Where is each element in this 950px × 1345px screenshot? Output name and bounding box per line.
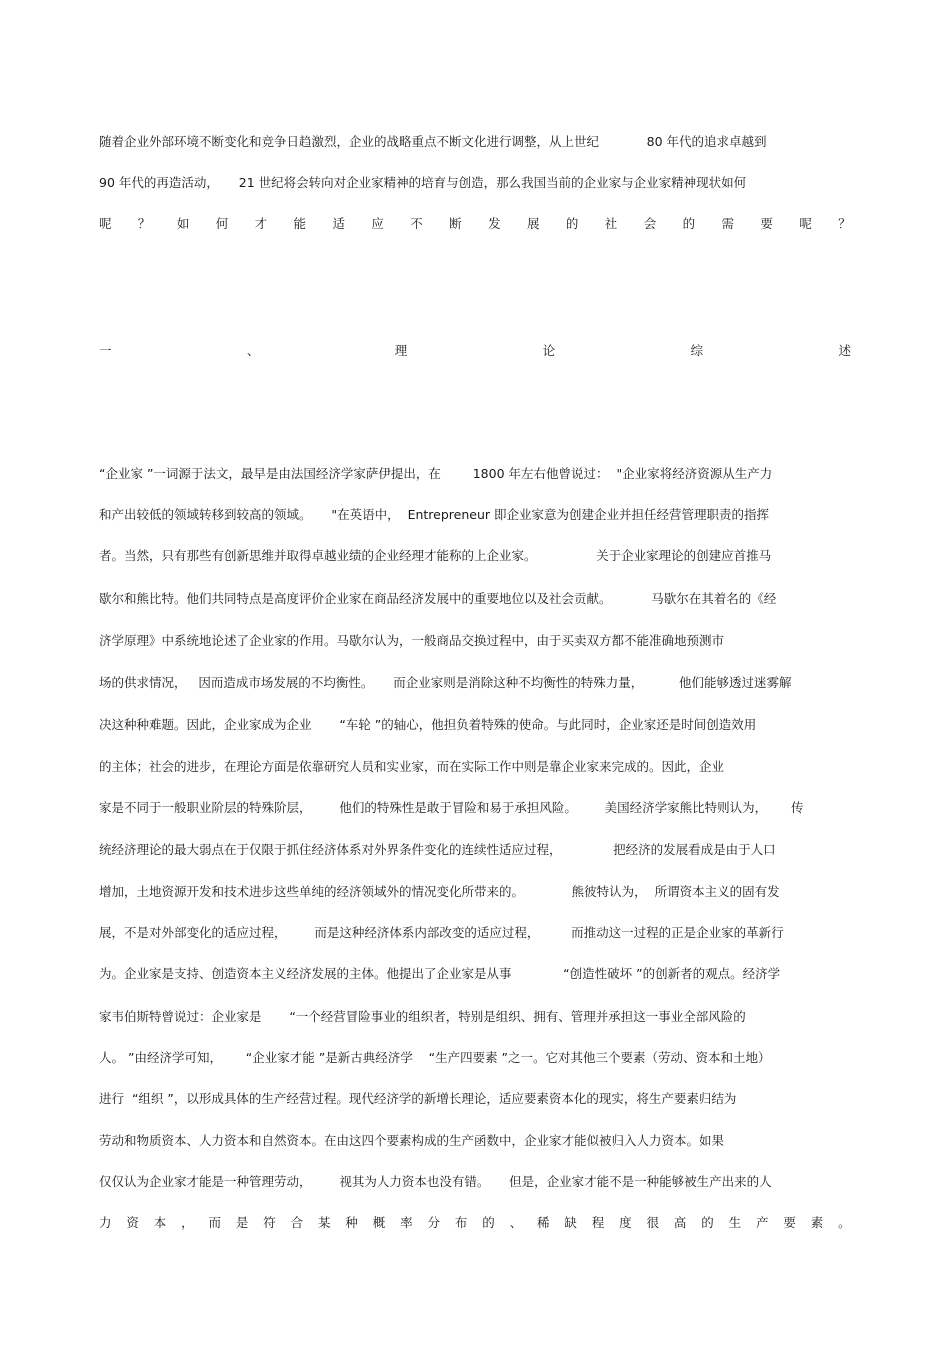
glyph: 要 xyxy=(783,1215,796,1230)
glyph: 产 xyxy=(756,1215,769,1230)
glyph: 适 xyxy=(332,216,345,231)
section-line: 统经济理论的最大弱点在于仅限于抓住经济体系对外界条件变化的连续性适应过程， 把经济的发展看成是由于人口 xyxy=(99,842,776,857)
glyph: 如 xyxy=(176,216,190,231)
glyph: 布 xyxy=(454,1215,468,1230)
glyph: 稀 xyxy=(537,1215,550,1230)
glyph: 的 xyxy=(482,1215,495,1230)
glyph: 合 xyxy=(290,1215,304,1230)
glyph: 素 xyxy=(810,1215,824,1230)
glyph: 会 xyxy=(643,216,657,231)
glyph: 概 xyxy=(372,1215,386,1230)
glyph: 很 xyxy=(646,1215,660,1230)
glyph: 才 xyxy=(254,216,268,231)
glyph: 生 xyxy=(728,1215,742,1230)
glyph: 展 xyxy=(526,216,540,231)
section-line: 仅仅认为企业家才能是一种管理劳动， 视其为人力资本也没有错。 但是，企业家才能不是一种能够被生产出来的人 xyxy=(99,1174,772,1189)
glyph: 力 xyxy=(99,1215,112,1230)
intro-line-1: 随着企业外部环境不断变化和竞争日趋激烈，企业的战略重点不断文化进行调整，从上世纪 80 年代的追求卓越到 xyxy=(99,134,767,149)
section-line: 场的供求情况， 因而造成市场发展的不均衡性。 而企业家则是消除这种不均衡性的特殊力量， 他们能够透过迷雾解 xyxy=(99,675,792,690)
glyph: 、 xyxy=(509,1215,523,1230)
glyph: ， xyxy=(181,1215,194,1230)
glyph: 能 xyxy=(293,216,307,231)
glyph: 不 xyxy=(410,216,423,231)
section-line: 歇尔和熊比特。他们共同特点是高度评价企业家在商品经济发展中的重要地位以及社会贡献。 马歇尔在其着名的《经 xyxy=(99,591,777,606)
glyph: 而 xyxy=(208,1215,222,1230)
section-heading xyxy=(99,343,851,359)
glyph: 社 xyxy=(604,216,618,231)
section-line: 展，不是对外部变化的适应过程， 而是这种经济体系内部改变的适应过程， 而推动这一过程的正是企业家的革新行 xyxy=(99,925,784,940)
glyph: 本 xyxy=(153,1215,167,1230)
glyph: 发 xyxy=(488,216,501,231)
glyph: 是 xyxy=(235,1215,249,1230)
section-line: 增加，土地资源开发和技术进步这些单纯的经济领域外的情况变化所带来的。 熊彼特认为， 所谓资本主义的固有发 xyxy=(99,884,780,899)
section-line-last xyxy=(99,1215,851,1231)
glyph: 需 xyxy=(721,216,735,231)
glyph: 论 xyxy=(542,343,556,358)
glyph: 某 xyxy=(318,1215,331,1230)
glyph: 高 xyxy=(673,1215,687,1230)
glyph: 一 xyxy=(99,343,112,358)
glyph: 资 xyxy=(126,1215,139,1230)
section-line: 家韦伯斯特曾说过：企业家是 “一个经营冒险事业的组织者，特别是组织、拥有、管理并承担这一事业全部风险的 xyxy=(99,1009,746,1024)
glyph: 度 xyxy=(619,1215,632,1230)
section-line: 和产出较低的领域转移到较高的领域。 "在英语中， Entrepreneur 即企业家意为创建企业并担任经营管理职责的指挥 xyxy=(99,507,769,522)
section-line: 家是不同于一般职业阶层的特殊阶层， 他们的特殊性是敢于冒险和易于承担风险。 美国经济学家熊比特则认为， 传 xyxy=(99,800,804,815)
glyph: 呢 xyxy=(799,216,812,231)
glyph: ？ xyxy=(137,216,151,231)
glyph: 呢 xyxy=(99,216,112,231)
glyph: 述 xyxy=(838,343,851,358)
section-line: 的主体；社会的进步，在理论方面是依靠研究人员和实业家，而在实际工作中则是靠企业家来完成的。因此，企业 xyxy=(99,759,725,774)
glyph: 何 xyxy=(215,216,229,231)
glyph: 断 xyxy=(449,216,462,231)
glyph: 符 xyxy=(263,1215,276,1230)
section-line: 者。当然，只有那些有创新思维并取得卓越业绩的企业经理才能称的上企业家。 关于企业家理论的创建应首推马 xyxy=(99,548,772,563)
glyph: 程 xyxy=(591,1215,605,1230)
glyph: 分 xyxy=(427,1215,441,1230)
glyph: 理 xyxy=(394,343,408,358)
glyph: 、 xyxy=(246,343,260,358)
glyph: 种 xyxy=(345,1215,358,1230)
glyph: 率 xyxy=(400,1215,413,1230)
section-line: 人。 ”由经济学可知， “企业家才能 ”是新古典经济学 “生产四要素 ”之一。它对其他三个要素（劳动、资本和土地） xyxy=(99,1050,771,1065)
glyph: 的 xyxy=(565,216,579,231)
glyph: 的 xyxy=(701,1215,714,1230)
section-line: “企业家 ”一词源于法文，最早是由法国经济学家萨伊提出，在 1800 年左右他曾说过： "企业家将经济资源从生产力 xyxy=(99,466,773,481)
section-line: 进行 “组织 ”，以形成具体的生产经营过程。现代经济学的新增长理论，适应要素资本化的现实，将生产要素归结为 xyxy=(99,1091,737,1106)
section-line: 劳动和物质资本、人力资本和自然资本。在由这四个要素构成的生产函数中，企业家才能似被归入人力资本。如果 xyxy=(99,1133,725,1148)
glyph: ？ xyxy=(838,216,851,231)
glyph: 的 xyxy=(682,216,696,231)
section-line: 济学原理》中系统地论述了企业家的作用。马歇尔认为，一般商品交换过程中，由于买卖双方都不能准确地预测市 xyxy=(99,633,725,648)
glyph: 要 xyxy=(760,216,773,231)
glyph: 综 xyxy=(690,343,704,358)
intro-line-2: 90 年代的再造活动， 21 世纪将会转向对企业家精神的培育与创造，那么我国当前的企业家与企业家精神现状如何 xyxy=(99,175,747,190)
glyph: 应 xyxy=(371,216,384,231)
glyph: 缺 xyxy=(564,1215,577,1230)
section-line: 决这种种难题。因此，企业家成为企业 “车轮 ”的轴心，他担负着特殊的使命。与此同时，企业家还是时间创造效用 xyxy=(99,717,757,732)
glyph: 。 xyxy=(838,1215,851,1230)
intro-line-3 xyxy=(99,216,851,232)
section-line: 为。企业家是支持、创造资本主义经济发展的主体。他提出了企业家是从事 “创造性破坏 ”的创新者的观点。经济学 xyxy=(99,966,781,981)
